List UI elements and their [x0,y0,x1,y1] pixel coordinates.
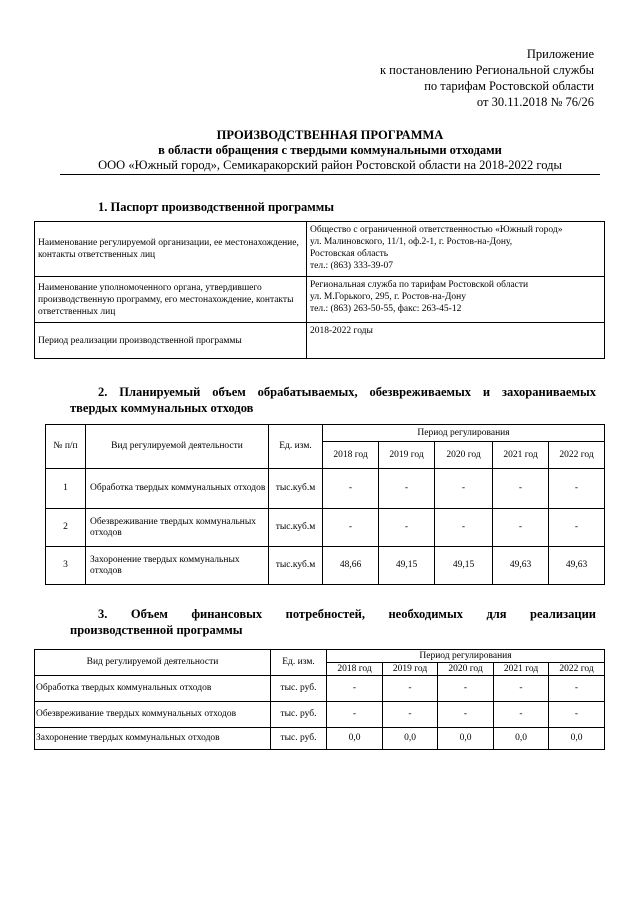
row-value: 0,0 [383,728,438,750]
value-line: 2018-2022 годы [310,326,373,336]
col-header-unit: Ед. изм. [269,425,323,469]
col-header-activity: Вид регулируемой деятельности [86,425,269,469]
row-activity: Захоронение твердых коммунальных отходов [86,547,269,585]
table-header-row [35,650,605,663]
decree-date-line: от 30.11.2018 № 76/26 [476,95,594,109]
passport-table [34,221,605,359]
table-row [35,222,605,277]
authority-line: по тарифам Ростовской области [424,79,594,93]
row-activity: Захоронение твердых коммунальных отходов [35,728,271,750]
row-value: 49,63 [549,547,605,585]
table-row [46,547,605,585]
row-value: - [438,702,494,728]
row-value: - [549,676,605,702]
row-unit: тыс. руб. [271,728,327,750]
title-line-2: в области обращения с твердыми коммунальными отходами [158,143,502,157]
row-value: - [493,469,549,509]
section-3-heading [70,606,596,638]
row-activity: Обезвреживание твердых коммунальных отходов [86,509,269,547]
row-value: - [549,509,605,547]
section-2-heading-line-1: 2. Планируемый объем обрабатываемых, обезвреживаемых и захораниваемых [98,385,596,399]
finance-table [34,649,605,750]
row-activity: Обработка твердых коммунальных отходов [86,469,269,509]
value-line: Общество с ограниченной ответственностью «Южный город» [310,225,563,235]
value-line: Ростовская область [310,249,389,259]
table-row [35,702,605,728]
section-3-heading-line-1: 3. Объем финансовых потребностей, необходимых для реализации [98,607,596,621]
row-value: - [379,509,435,547]
col-header-year: 2019 год [383,663,438,676]
row-unit: тыс.куб.м [269,469,323,509]
value-line: Региональная служба по тарифам Ростовской области [310,280,529,290]
row-unit: тыс. руб. [271,702,327,728]
col-header-year: 2019 год [379,442,435,469]
col-header-activity: Вид регулируемой деятельности [35,650,271,676]
row-value: - [494,676,549,702]
col-header-year: 2022 год [549,442,605,469]
row-value: - [494,702,549,728]
row-value: - [438,676,494,702]
passport-value [307,277,605,323]
document-title [60,128,600,175]
passport-label: Наименование уполномоченного органа, утвердившего производственную программу, его местонахождение, контакты ответственных лиц [35,277,307,323]
row-value: - [383,702,438,728]
row-value: - [435,469,493,509]
row-activity: Обработка твердых коммунальных отходов [35,676,271,702]
row-value: 49,15 [379,547,435,585]
row-value: - [327,676,383,702]
col-header-num: № п/п [46,425,86,469]
row-unit: тыс. руб. [271,676,327,702]
row-value: - [383,676,438,702]
row-value: - [379,469,435,509]
row-value: - [323,509,379,547]
row-num: 1 [46,469,86,509]
value-line: ул. Малиновского, 11/1, оф.2-1, г. Ростов-на-Дону, [310,237,513,247]
table-row [35,277,605,323]
appendix-line: Приложение [526,47,594,61]
value-line: тел.: (863) 263-50-55, факс: 263-45-12 [310,304,462,314]
table-row [35,323,605,359]
col-header-year: 2018 год [327,663,383,676]
col-header-period: Период регулирования [323,425,605,442]
row-value: 49,63 [493,547,549,585]
table-row [46,469,605,509]
section-2-heading [70,384,596,416]
row-value: 0,0 [494,728,549,750]
row-value: - [327,702,383,728]
col-header-year: 2018 год [323,442,379,469]
value-line: ул. М.Горького, 295, г. Ростов-на-Дону [310,292,466,302]
col-header-year: 2020 год [435,442,493,469]
row-activity: Обезвреживание твердых коммунальных отходов [35,702,271,728]
row-value: 0,0 [549,728,605,750]
table-row [35,728,605,750]
volume-table [45,424,605,585]
passport-label: Период реализации производственной программы [35,323,307,359]
title-line-3: ООО «Южный город», Семикаракорский район Ростовской области на 2018-2022 годы [60,158,600,175]
section-3-heading-line-2: производственной программы [70,623,243,637]
passport-value [307,323,605,359]
col-header-year: 2021 год [493,442,549,469]
table-header-row [46,425,605,442]
row-value: 49,15 [435,547,493,585]
col-header-year: 2020 год [438,663,494,676]
row-value: - [549,469,605,509]
section-1-heading: 1. Паспорт производственной программы [98,200,335,214]
passport-value [307,222,605,277]
row-value: 48,66 [323,547,379,585]
row-value: 0,0 [327,728,383,750]
row-unit: тыс.куб.м [269,547,323,585]
section-2-heading-line-2: твердых коммунальных отходов [70,401,254,415]
row-num: 3 [46,547,86,585]
decree-line: к постановлению Региональной службы [379,63,594,77]
col-header-year: 2022 год [549,663,605,676]
col-header-unit: Ед. изм. [271,650,327,676]
row-value: 0,0 [438,728,494,750]
row-value: - [435,509,493,547]
row-num: 2 [46,509,86,547]
col-header-period: Период регулирования [327,650,605,663]
table-row [35,676,605,702]
col-header-year: 2021 год [494,663,549,676]
appendix-header [380,46,594,110]
value-line: тел.: (863) 333-39-07 [310,261,394,271]
table-row [46,509,605,547]
row-value: - [323,469,379,509]
row-value: - [549,702,605,728]
title-line-1: ПРОИЗВОДСТВЕННАЯ ПРОГРАММА [216,128,444,142]
row-unit: тыс.куб.м [269,509,323,547]
passport-label: Наименование регулируемой организации, ее местонахождение, контакты ответственных лиц [35,222,307,277]
row-value: - [493,509,549,547]
